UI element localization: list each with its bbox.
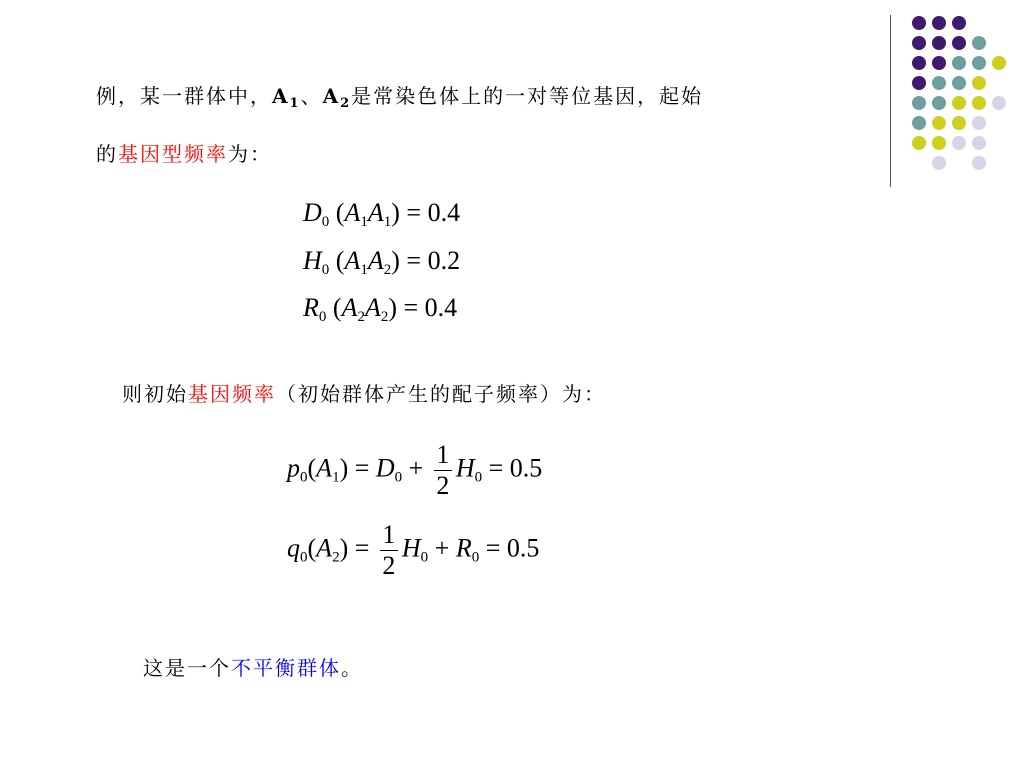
dot-icon bbox=[972, 156, 986, 170]
dot-icon bbox=[932, 76, 946, 90]
line2-prefix: 的 bbox=[96, 142, 118, 166]
dot-icon bbox=[992, 56, 1006, 70]
dot-icon bbox=[932, 16, 946, 30]
dot-icon bbox=[972, 76, 986, 90]
separator: 、 bbox=[300, 84, 323, 108]
dot-icon bbox=[912, 16, 926, 30]
dot-icon bbox=[932, 36, 946, 50]
para2-suffix: （初始群体产生的配子频率）为： bbox=[276, 382, 606, 406]
fraction-half: $\frac{1}{2}$ bbox=[434, 440, 452, 501]
dot-icon bbox=[932, 156, 946, 170]
divider-line bbox=[890, 15, 891, 187]
conclusion-prefix: 这是一个 bbox=[143, 656, 231, 680]
dot-icon bbox=[932, 96, 946, 110]
dot-icon bbox=[972, 136, 986, 150]
dot-icon bbox=[972, 116, 986, 130]
equation-q0: $q_0(A_2)$ = $\frac{1}{2}$ $H_0 + R_0 = 0.5$ bbox=[287, 520, 540, 580]
equation-p0: $p_0(A_1) = D_0$ + $\frac{1}{2}$ $H_0 = 0.5$ bbox=[287, 440, 543, 500]
gene-frequency-term: 基因频率 bbox=[188, 382, 276, 406]
fraction-half: $\frac{1}{2}$ bbox=[380, 520, 398, 581]
dot-icon bbox=[952, 136, 966, 150]
dot-icon bbox=[952, 16, 966, 30]
dot-icon bbox=[912, 76, 926, 90]
dot-icon bbox=[972, 96, 986, 110]
dot-icon bbox=[912, 116, 926, 130]
intro-line-1 bbox=[96, 80, 703, 111]
gene-frequency-line bbox=[122, 378, 606, 407]
line2-suffix: 为： bbox=[228, 142, 272, 166]
para2-prefix: 则初始 bbox=[122, 382, 188, 406]
genotype-frequency-term: 基因型频率 bbox=[118, 142, 228, 166]
dot-icon bbox=[912, 36, 926, 50]
dot-icon bbox=[912, 96, 926, 110]
dot-icon bbox=[932, 116, 946, 130]
allele-a2: $A_2$ bbox=[322, 84, 352, 111]
dot-icon bbox=[992, 96, 1006, 110]
dot-icon bbox=[972, 56, 986, 70]
unbalanced-population-term: 不平衡群体 bbox=[231, 656, 341, 680]
dot-icon bbox=[952, 116, 966, 130]
intro-line-2 bbox=[96, 138, 272, 167]
dot-icon bbox=[972, 36, 986, 50]
dot-icon bbox=[952, 76, 966, 90]
intro-text-2: 是常染色体上的一对等位基因，起始 bbox=[351, 84, 704, 108]
conclusion-line bbox=[143, 652, 363, 681]
equation-d0: $D_0$ $(A_1A_1) = 0.4$ bbox=[303, 198, 461, 230]
dot-icon bbox=[932, 136, 946, 150]
dot-icon bbox=[952, 96, 966, 110]
dot-icon bbox=[912, 136, 926, 150]
dot-icon bbox=[932, 56, 946, 70]
dot-icon bbox=[952, 56, 966, 70]
equation-h0: $H_0$ $(A_1A_2) = 0.2$ bbox=[303, 246, 461, 278]
dot-icon bbox=[912, 56, 926, 70]
dot-icon bbox=[952, 36, 966, 50]
intro-text: 例，某一群体中， bbox=[96, 84, 272, 108]
decorative-dot-grid bbox=[900, 12, 1010, 172]
conclusion-suffix: 。 bbox=[341, 656, 363, 680]
allele-a1: $A_1$ bbox=[272, 84, 301, 111]
equation-r0: $R_0$ $(A_2A_2) = 0.4$ bbox=[303, 293, 458, 325]
